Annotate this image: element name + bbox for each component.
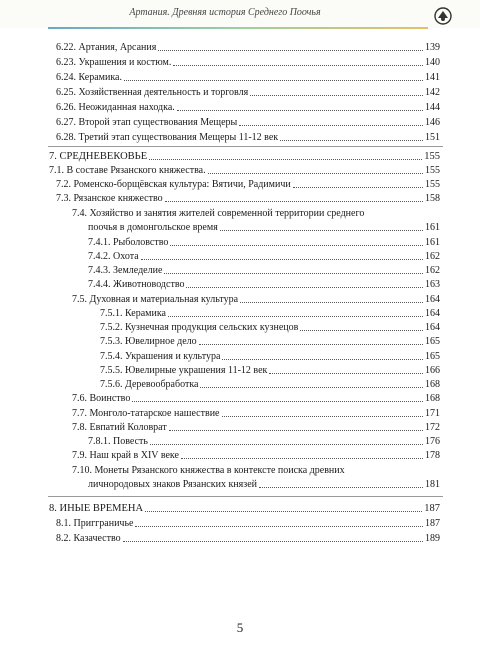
toc-entry	[56, 72, 440, 83]
toc-entry-title: поочья в домонгольское время	[88, 222, 218, 233]
toc-entry-title: 7.10. Монеты Рязанского княжества в контексте поиска древних	[72, 465, 345, 476]
toc-entry-title: 6.24. Керамика.	[56, 72, 122, 83]
toc-entry	[56, 179, 440, 190]
toc-entry-title: 7.4.2. Охота	[88, 251, 139, 262]
toc-entry-title: 7.5.5. Ювелирные украшения 11-12 век	[100, 365, 268, 376]
toc-entry-title: 7.4. Хозяйство и занятия жителей современной территории среднего	[72, 208, 365, 219]
toc-entry	[56, 57, 440, 68]
toc-entry-title: 6.25. Хозяйственная деятельность и торговля	[56, 87, 249, 98]
toc-entry	[72, 408, 440, 419]
toc-entry-page: 166	[425, 365, 440, 376]
toc-entry-title: 7.4.4. Животноводство	[88, 279, 185, 290]
toc-entry-title: 8. ИНЫЕ ВРЕМЕНА	[49, 503, 144, 514]
toc-entry	[100, 351, 440, 362]
toc-entry-page: 161	[425, 222, 440, 233]
toc-entry	[49, 165, 440, 176]
toc-entry	[88, 251, 440, 262]
toc-entry	[100, 322, 440, 333]
toc-entry-page: 146	[425, 117, 440, 128]
toc-entry-title: 7.5.1. Керамика	[100, 308, 166, 319]
toc-entry	[56, 117, 440, 128]
toc-entry-page: 141	[425, 72, 440, 83]
toc-entry-page: 181	[425, 479, 440, 490]
toc-entry	[100, 336, 440, 347]
toc-entry-page: 165	[425, 351, 440, 362]
toc-entry-title: 6.22. Артания, Арсания	[56, 42, 157, 53]
page-number: 5	[236, 620, 244, 635]
toc-entry-title: 7.5.6. Деревообработка	[100, 379, 199, 390]
toc-entry-title: 7.5.4. Украшения и культура	[100, 351, 221, 362]
toc-section-heading	[49, 503, 440, 514]
toc-entry-page: 172	[425, 422, 440, 433]
toc-entry-page: 161	[425, 237, 440, 248]
toc-entry	[88, 436, 440, 447]
toc-entry-title: 7.6. Воинство	[72, 393, 131, 404]
toc-entry-page: 155	[424, 151, 440, 162]
toc-entry-page: 144	[425, 102, 440, 113]
toc-entry-title: 7.2. Роменско-борщёвская культура: Вятичи, Радимичи	[56, 179, 291, 190]
running-header-title: Артания. Древняя история Среднего Поочья	[129, 7, 321, 18]
toc-entry-page: 168	[425, 393, 440, 404]
toc-entry-page: 165	[425, 336, 440, 347]
toc-entry-page: 176	[425, 436, 440, 447]
section-divider	[48, 146, 443, 147]
toc-entry	[56, 193, 440, 204]
toc-entry-title: 7.8.1. Повесть	[88, 436, 148, 447]
toc-entry-page: 164	[425, 294, 440, 305]
toc-entry-page: 140	[425, 57, 440, 68]
toc-entry	[72, 422, 440, 433]
toc-entry	[56, 102, 440, 113]
toc-entry	[100, 365, 440, 376]
toc-entry-page: 189	[425, 533, 440, 544]
toc-entry-title: 7.5.2. Кузнечная продукция сельских кузнецов	[100, 322, 299, 333]
toc-entry-page: 151	[425, 132, 440, 143]
toc-entry-title: 6.27. Второй этап существования Мещеры	[56, 117, 238, 128]
toc-entry-title: 7.5.3. Ювелирное дело	[100, 336, 197, 347]
toc-entry-title: 7.9. Наш край в XIV веке	[72, 450, 179, 461]
toc-entry-title: 7.1. В составе Рязанского княжества.	[49, 165, 206, 176]
toc-entry	[88, 265, 440, 276]
toc-entry-page: 155	[425, 179, 440, 190]
toc-entry	[56, 533, 440, 544]
toc-entry	[72, 208, 440, 219]
toc-entry	[56, 132, 440, 143]
toc-entry-page: 164	[425, 308, 440, 319]
toc-entry	[56, 42, 440, 53]
toc-entry-page: 187	[424, 503, 440, 514]
toc-entry-title: 8.2. Казачество	[56, 533, 121, 544]
toc-entry-page: 163	[425, 279, 440, 290]
toc-entry-title: 7.3. Рязанское княжество	[56, 193, 163, 204]
toc-entry	[100, 379, 440, 390]
toc-entry-title: личнородовых знаков Рязанских князей	[88, 479, 257, 490]
toc-entry	[88, 222, 440, 233]
toc-entry-title: 7.5. Духовная и материальная культура	[72, 294, 239, 305]
toc-entry	[56, 518, 440, 529]
toc-entry	[72, 294, 440, 305]
toc-entry-page: 139	[425, 42, 440, 53]
toc-entry	[88, 279, 440, 290]
toc-entry-page: 178	[425, 450, 440, 461]
toc-entry-title: 7.4.1. Рыболовство	[88, 237, 169, 248]
toc-entry-page: 171	[425, 408, 440, 419]
toc-entry-title: 7.8. Евпатий Коловрат	[72, 422, 167, 433]
toc-entry	[72, 465, 440, 476]
toc-entry-page: 155	[425, 165, 440, 176]
toc-entry-title: 7. СРЕДНЕВЕКОВЬЕ	[49, 151, 148, 162]
toc-entry-page: 158	[425, 193, 440, 204]
toc-entry	[56, 87, 440, 98]
toc-entry	[72, 393, 440, 404]
section-divider	[48, 496, 443, 497]
toc-entry-page: 162	[425, 251, 440, 262]
toc-entry-page: 168	[425, 379, 440, 390]
toc-entry	[88, 479, 440, 490]
toc-section-heading	[49, 151, 440, 162]
toc-entry	[100, 308, 440, 319]
toc-entry-title: 6.26. Неожиданная находка.	[56, 102, 175, 113]
toc-entry-title: 8.1. Пригграничье	[56, 518, 134, 529]
toc-entry-page: 164	[425, 322, 440, 333]
toc-entry-title: 7.7. Монголо-татарское нашествие	[72, 408, 220, 419]
toc-entry-page: 142	[425, 87, 440, 98]
toc-entry-page: 187	[425, 518, 440, 529]
toc-entry-title: 6.28. Третий этап существования Мещеры 11-12 век	[56, 132, 279, 143]
toc-entry-title: 7.4.3. Земледелие	[88, 265, 163, 276]
toc-entry-page: 162	[425, 265, 440, 276]
toc-entry	[72, 450, 440, 461]
toc-entry-title: 6.23. Украшения и костюм.	[56, 57, 172, 68]
toc-entry	[88, 237, 440, 248]
